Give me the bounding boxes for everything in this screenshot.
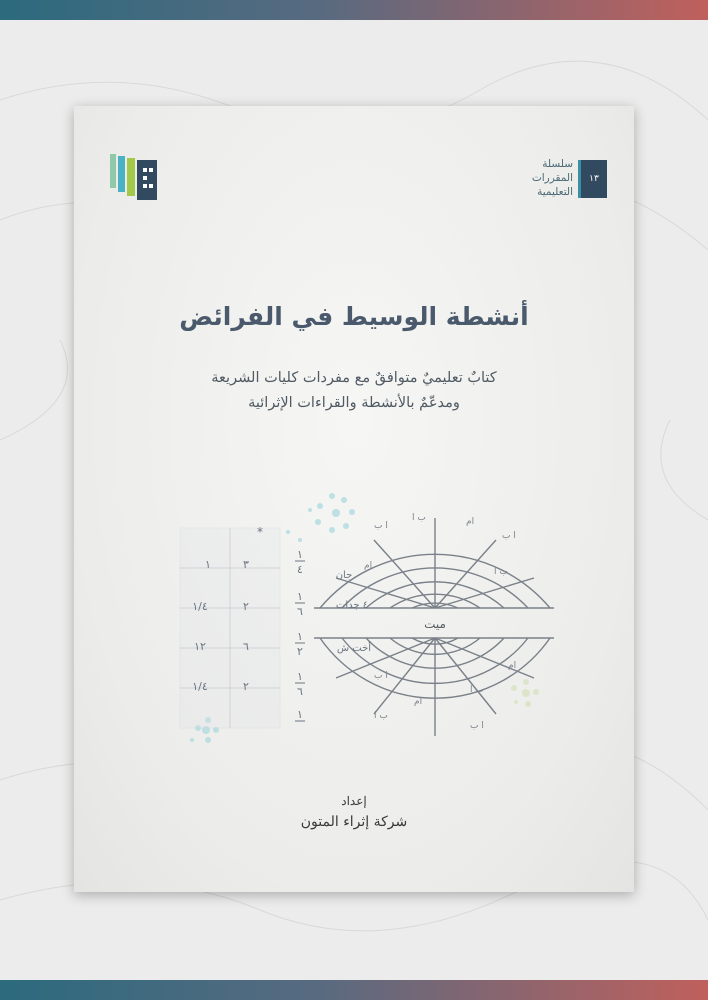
row-2-col3: ١/٤ [192,600,208,613]
wheel-label-1: جان [335,570,353,581]
row-2-denominator: ٦ [297,605,303,618]
book-cover [74,106,634,892]
svg-text:ب ا: ب ا [412,513,426,523]
row-2-numerator: ١ [297,590,303,603]
series-label [495,151,607,203]
svg-text:ا ب: ا ب [374,521,388,531]
row-1-denominator: ٤ [297,563,303,576]
series-name [532,157,573,199]
row-4-denominator: ٦ [297,685,303,698]
row-1-numerator: ١ [297,548,303,561]
prepared-by-label: إعداد [341,794,367,808]
row-2-col2: ٢ [243,600,249,613]
svg-text:ب ا: ب ا [470,685,484,695]
series-line-1: سلسلة [542,158,573,170]
series-line-3: التعليمية [537,186,573,198]
dot-rosette-decoration [286,493,355,542]
row-3-numerator: ١ [297,630,303,643]
publisher-name: شركة إثراء المتون [300,814,408,830]
row-4-col3: ١/٤ [192,680,208,693]
wheel-label-2: ٤ جدات [335,600,369,611]
wheel-label-3: أخت ش [336,643,372,654]
row-3-col3: ١٢ [194,640,206,653]
inheritance-illustration [74,478,634,778]
row-4-col2: ٢ [243,680,249,693]
book-title: أنشطة الوسيط في الفرائض [179,302,529,331]
svg-text:ام: ام [466,517,475,527]
svg-text:ا ب: ا ب [470,721,484,731]
subtitle-line-2: ومدعّمٌ بالأنشطة والقراءات الإثرائية [248,395,460,411]
wheel-center-label: ميت [424,617,446,631]
svg-text:ا ب: ا ب [374,671,388,681]
subtitle-line-1: كتابٌ تعليميٌ متوافقٌ مع مفردات كليات الشريعة [211,370,497,386]
bottom-gradient-bar [0,980,708,1000]
inheritance-table [180,528,280,728]
row-4-numerator: ١ [297,670,303,683]
svg-text:ب ا: ب ا [374,711,388,721]
svg-text:ام: ام [508,661,517,671]
row-3-col2: ٦ [243,640,249,653]
row-3-denominator: ٢ [297,645,303,658]
right-dot-rosette [511,679,539,707]
row-1-col2: ٣ [243,558,249,571]
book-subtitle [74,366,634,416]
top-gradient-bar [0,0,708,20]
svg-text:ا ب: ا ب [502,531,516,541]
svg-text:ام: ام [414,697,423,707]
publisher-logo-icon [108,150,160,202]
svg-text:ب ا: ب ا [494,567,508,577]
series-number-badge: ١٣ [581,160,607,198]
credits [74,792,634,834]
row-1-col3: ١ [205,558,211,571]
table-header-mark: * [257,525,263,539]
series-line-2: المقررات [531,172,573,184]
svg-text:ام: ام [364,561,373,571]
row-5-numerator: ١ [297,708,303,721]
